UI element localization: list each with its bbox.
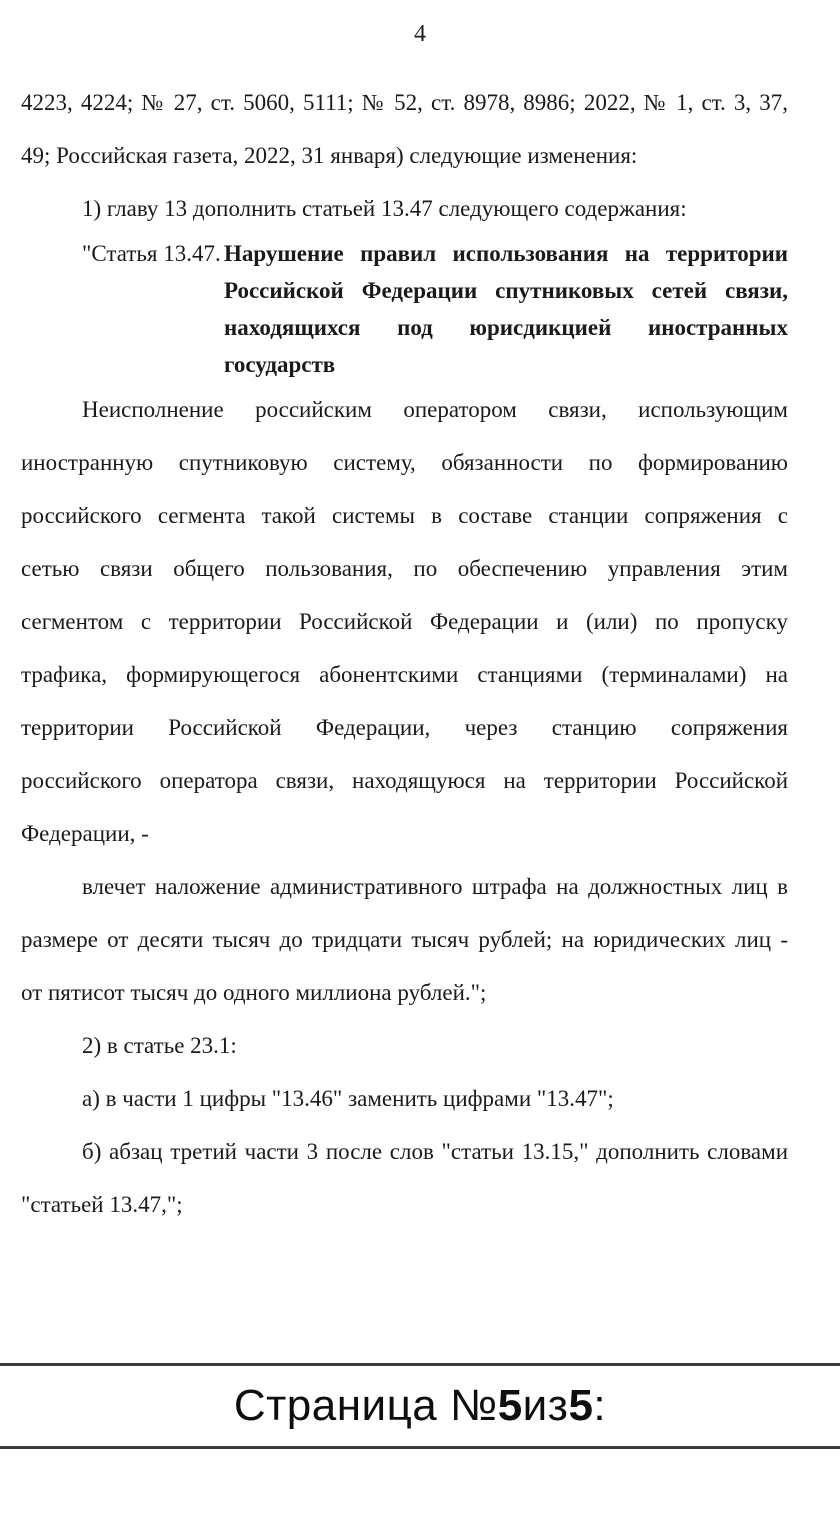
text-line: б) абзац третий части 3 после слов "статьи 13.15," дополнить словами [82,1139,788,1164]
page-indicator-separator: из [522,1381,569,1430]
article-label: "Статья 13.47. [82,241,221,266]
text-line: Федерации, - [21,821,149,846]
current-page-number: 5 [497,1381,523,1430]
text-line: от пятисот тысяч до одного миллиона рублей."; [21,980,487,1005]
amendment-item-2: 2) в статье 23.1: [82,1033,237,1058]
text-line: иностранную спутниковую систему, обязанности по формированию [21,450,788,475]
paragraph-penalty [21,860,788,1019]
document-body [21,76,788,1231]
page-indicator-bar [0,1363,840,1449]
page-number: 4 [414,21,426,47]
amendment-item-1: 1) главу 13 дополнить статьей 13.47 следующего содержания: [82,196,687,221]
text-line: 49; Российская газета, 2022, 31 января) следующие изменения: [21,143,638,168]
article-title [224,235,788,383]
text-line: государств [224,352,336,377]
text-line: влечет наложение административного штрафа на должностных лиц в [82,874,788,899]
text-line: Российской Федерации спутниковых сетей связи, [224,278,788,303]
paragraph-intro [21,76,788,182]
text-line: сетью связи общего пользования, по обеспечению управления этим [21,556,788,581]
paragraph-offense [21,383,788,860]
text-line: российского сегмента такой системы в составе станции сопряжения с [21,503,788,528]
text-line: Нарушение правил использования на территории [224,241,788,266]
text-line: 4223, 4224; № 27, ст. 5060, 5111; № 52, ст. 8978, 8986; 2022, № 1, ст. 3, 37, [21,90,788,115]
text-line: трафика, формирующегося абонентскими станциями (терминалами) на [21,662,788,687]
page-indicator-prefix: Страница № [233,1381,498,1430]
text-line: размере от десяти тысяч до тридцати тысяч рублей; на юридических лиц - [21,927,788,952]
page-indicator-colon: : [593,1381,607,1430]
article-heading [21,235,788,383]
amendment-item-2b [21,1125,788,1231]
text-line: Неисполнение российским оператором связи, использующим [82,397,788,422]
amendment-item-2a: а) в части 1 цифры "13.46" заменить цифрами "13.47"; [82,1086,614,1111]
text-line: находящихся под юрисдикцией иностранных [224,315,788,340]
text-line: сегментом с территории Российской Федерации и (или) по пропуску [21,609,788,634]
total-pages-number: 5 [568,1381,594,1430]
text-line: российского оператора связи, находящуюся на территории Российской [21,768,788,793]
text-line: территории Российской Федерации, через станцию сопряжения [21,715,788,740]
text-line: "статьей 13.47,"; [21,1192,183,1217]
